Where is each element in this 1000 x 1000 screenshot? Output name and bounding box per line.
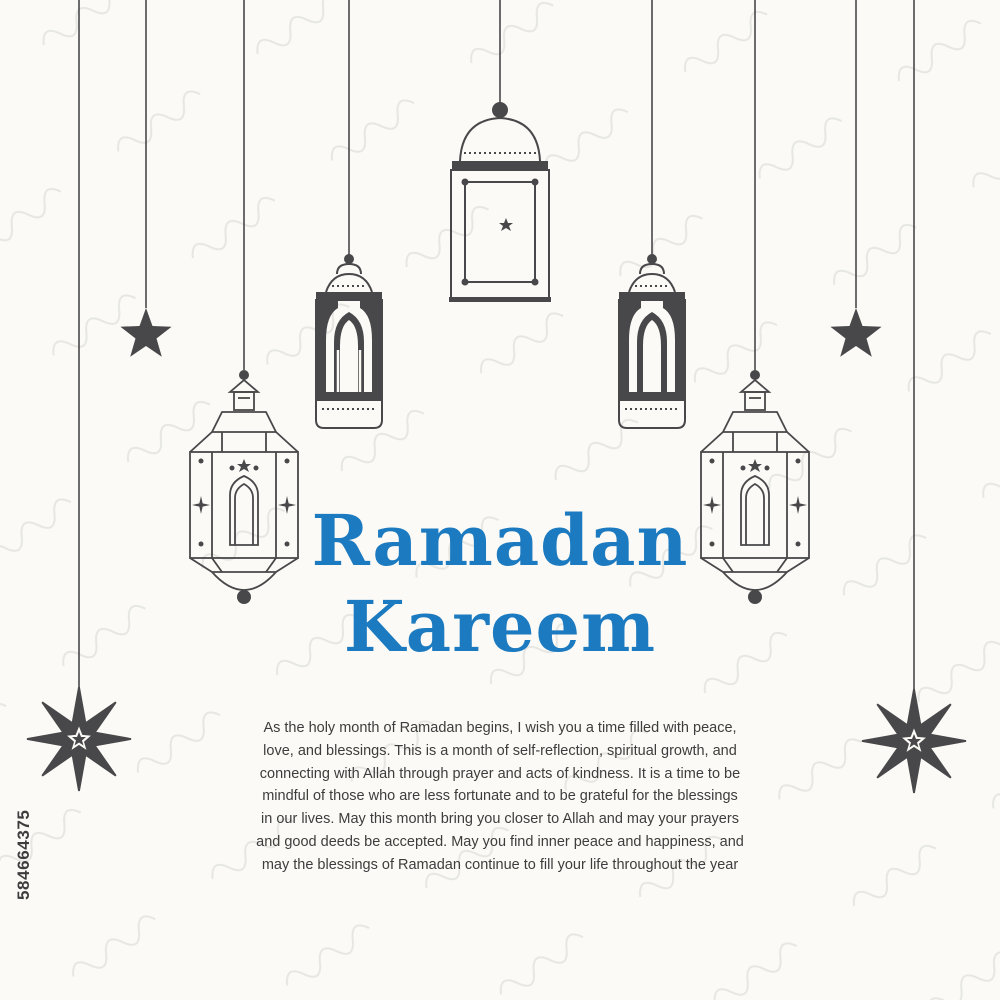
title-kareem: Kareem: [343, 585, 657, 668]
title-ramadan: Ramadan: [311, 499, 689, 582]
greeting-message: As the holy month of Ramadan begins, I wish you a time filled with peace, love, and blessings. This is a month of self-reflection, spiritual growth, and connecting with Allah through prayer and acts of kindness. It is a time to be mindful of those who are less fortunate and to be grateful for the blessings in our lives. May this month bring you closer to Allah and may your prayers and good deeds be accepted. May you find inner peace and happiness, and may the blessings of Ramadan continue to fill your life throughout the year: [256, 720, 744, 873]
stock-id-label: [2, 760, 42, 900]
spiky-star-left-icon: [27, 687, 131, 791]
stock-id-text: 584664375: [14, 809, 33, 900]
spiky-star-right-icon: [862, 689, 966, 793]
